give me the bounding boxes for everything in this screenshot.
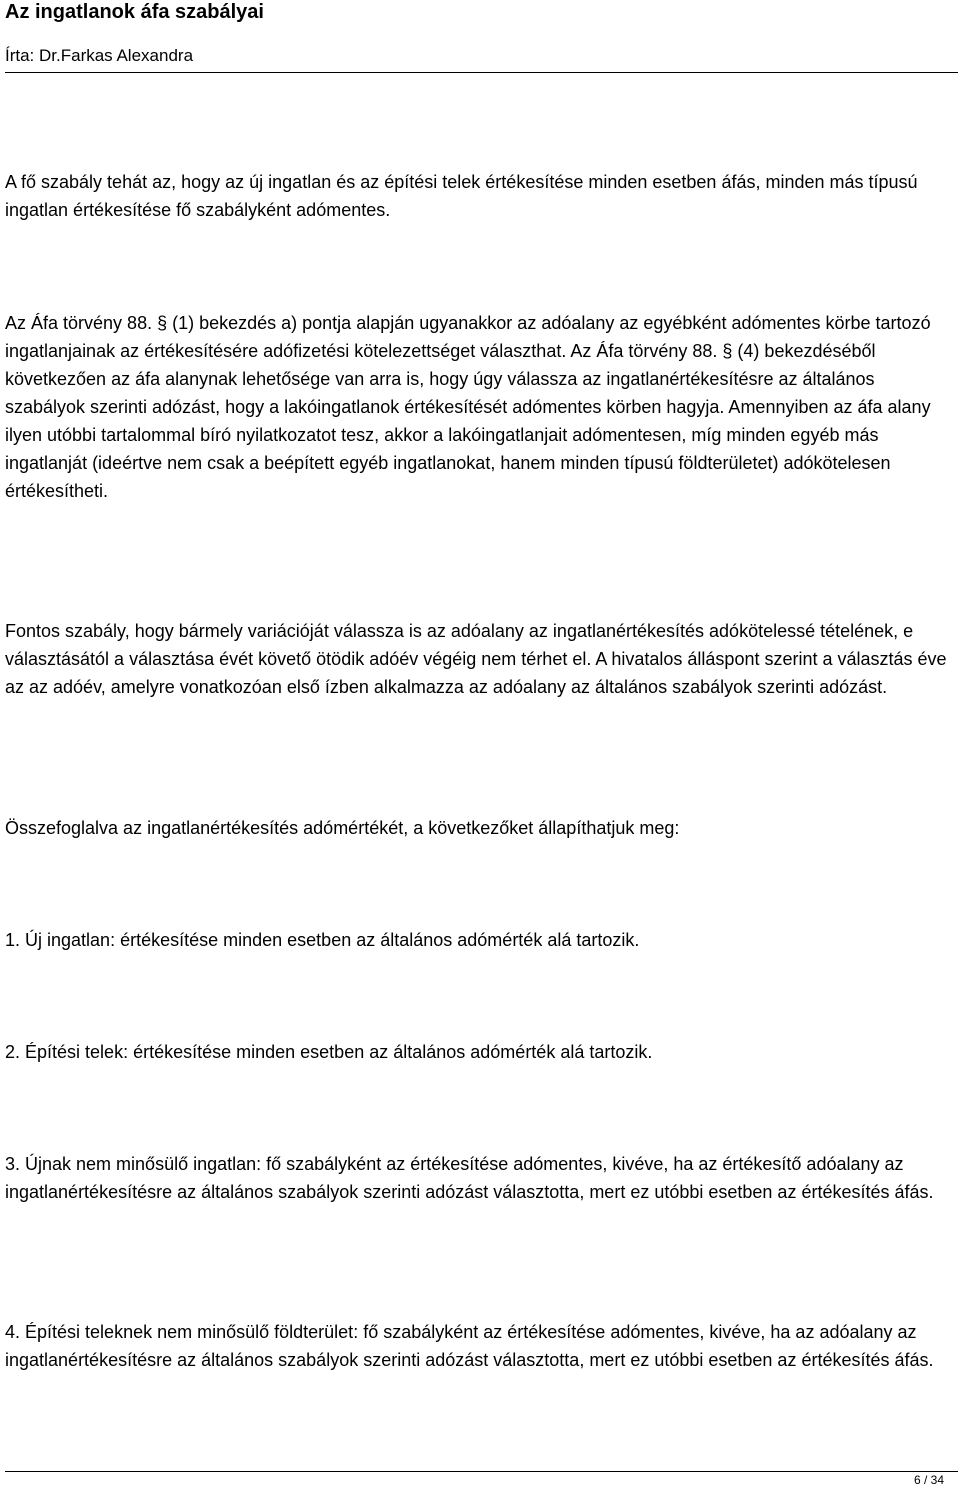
list-item-new-property: 1. Új ingatlan: értékesítése minden esetben az általános adómérték alá tartozik. <box>5 930 640 950</box>
list-item-other-land: 4. Építési teleknek nem minősülő földterület: fő szabályként az értékesítése adómentes, kivéve, ha az adóalany az ingatlanértékesítésre az általános szabályok szerinti adózást választotta, mert ez utóbbi esetben az értékesítés áfás. <box>5 1322 934 1370</box>
paragraph-main-rule: A fő szabály tehát az, hogy az új ingatlan és az építési telek értékesítése minden esetben áfás, minden más típusú ingatlan értékesítése fő szabályként adómentes. <box>5 172 918 220</box>
paragraph-afa-law-option: Az Áfa törvény 88. § (1) bekezdés a) pontja alapján ugyanakkor az adóalany az egyébként adómentes körbe tartozó ingatlanjainak az értékesítésére adófizetési kötelezettséget választhat. Az Áfa törvény 88. § (4) bekezdéséből következően az áfa alanynak lehetősége van arra is, hogy úgy válassza az ingatlanértékesítésre az általános szabályok szerinti adózást, hogy a lakóingatlanok értékesítését adómentes körben hagyja. Amennyiben az áfa alany ilyen utóbbi tartalommal bíró nyilatkozatot tesz, akkor a lakóingatlanjait adómentesen, míg minden egyéb más ingatlanját (ideértve nem csak a beépített egyéb ingatlanokat, hanem minden típusú földterületet) adókötelesen értékesítheti. <box>5 313 931 501</box>
document-title: Az ingatlanok áfa szabályai <box>5 1 264 23</box>
paragraph-summary-intro: Összefoglalva az ingatlanértékesítés adómértékét, a következőket állapíthatjuk meg: <box>5 818 680 838</box>
paragraph-binding-choice: Fontos szabály, hogy bármely variációját válassza is az adóalany az ingatlanértékesítés adókötelessé tételének, e választásától a választása évét követő ötödik adóév végéig nem térhet el. A hivatalos álláspont szerint a választás éve az az adóév, amelyre vonatkozóan első ízben alkalmazza az adóalany az általános szabályok szerinti adózást. <box>5 621 947 697</box>
document-author: Írta: Dr.Farkas Alexandra <box>5 46 194 65</box>
footer-divider <box>5 1471 958 1472</box>
list-item-building-plot: 2. Építési telek: értékesítése minden esetben az általános adómérték alá tartozik. <box>5 1042 653 1062</box>
page-number: 6 / 34 <box>913 1473 944 1487</box>
header-divider <box>5 72 958 73</box>
list-item-not-new-property: 3. Újnak nem minősülő ingatlan: fő szabályként az értékesítése adómentes, kivéve, ha az értékesítő adóalany az ingatlanértékesítésre az általános szabályok szerinti adózást választotta, mert ez utóbbi esetben az értékesítés áfás. <box>5 1154 934 1202</box>
